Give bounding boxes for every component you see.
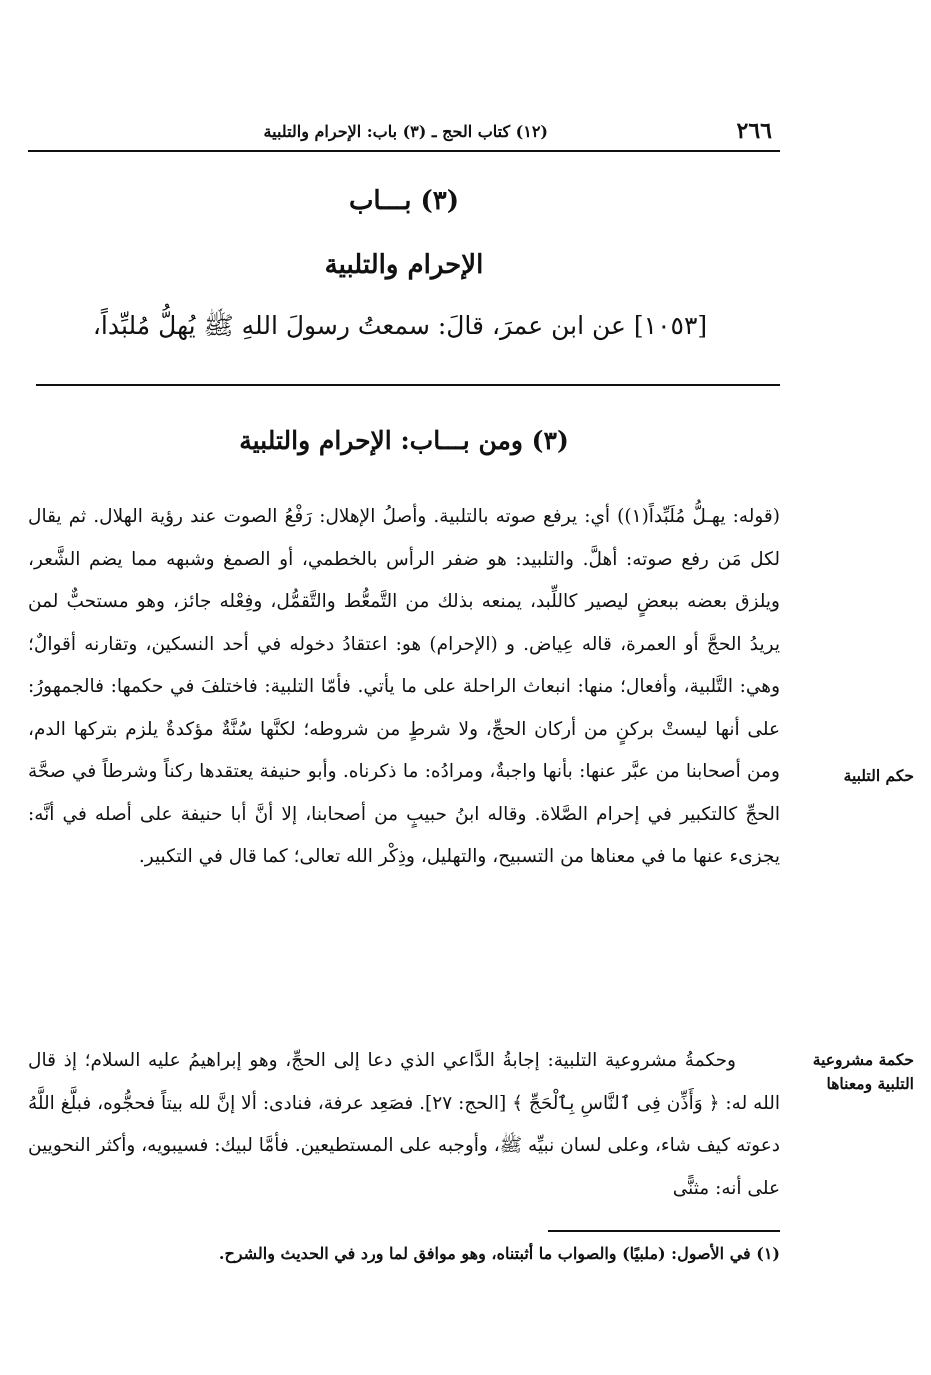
section-divider: [36, 384, 780, 386]
page-number: ٢٦٦: [736, 118, 772, 144]
hadith-text: [١٠٥٣] عن ابن عمرَ، قالَ: سمعتُ رسولَ اللهِ ﷺ يُهلُّ مُلبِّداً،: [92, 311, 708, 340]
commentary-paragraph-2: [28, 1040, 780, 1210]
margin-note-2: حكمة مشروعية التلبية ومعناها: [812, 1050, 914, 1093]
commentary-heading: (٣) ومن بـــاب: الإحرام والتلبية: [239, 426, 569, 455]
footnote: (١) في الأصول: (ملبيًا) والصواب ما أثبتناه، وهو موافق لما ورد في الحديث والشرح.: [218, 1244, 780, 1263]
chapter-title: الإحرام والتلبية: [324, 250, 484, 280]
commentary-paragraph: (قوله: يهـلُّ مُلَبِّداً(١)) أي: يرفع صوته بالتلبية. وأصلُ الإهلال: رَفْعُ الصوت عند رؤية الهلال. ثم يقال لكل مَن رفع صوته: أهلَّ. والتلبيد: هو ضفر الرأس بالخطمي، أو الصمغ وشبهه مما يضم الشَّعر، ويلزق بعضه ببعضٍ ليصير كاللِّبد، يمنعه بذلك من التَّمعُّط والتَّقمُّل، وفِعْله جائز، وهو مستحبٌّ لمن يريدُ الحجَّ أو العمرة، قاله عِياض. و (الإحرام) هو: اعتقادُ دخوله في أحد النسكين، وتقارنه أقوالٌ؛ وهي: التَّلبية، وأفعال؛ منها: انبعاث الراحلة على ما يأتي. فأمّا التلبية: فاختلفَ في حكمها: فالجمهورُ: على أنها ليستْ بركنٍ من أركان الحجِّ، ولا شرطٍ من شروطه؛ لكنَّها سُنَّةٌ مؤكدةٌ يلزم بتركها الدم، ومن أصحابنا من عبَّر عنها: بأنها واجبةٌ، ومرادُه: ما ذكرناه. وأبو حنيفة يعتقدها ركناً وشرطاً في صحَّة الحجِّ كالتكبير في إحرام الصَّلاة. وقاله ابنُ حبيبٍ من أصحابنا، إلا أنَّ أبا حنيفة على أصله في أنَّه: يجزىء عنها ما في معناها من التسبيح، والتهليل، وذِكْر الله تعالى؛ كما قال في التكبير.: [28, 506, 780, 867]
chapter-heading: (٣) بـــاب: [348, 186, 460, 216]
commentary-paragraph-2-text: وحكمةُ مشروعية التلبية: إجابةُ الدَّاعي الذي دعا إلى الحجِّ، وهو إبراهيمُ عليه السلام؛ إذ قال الله له: ﴿ وَأَذِّن فِى ٱلنَّاسِ بِٱلْحَجِّ ﴾ [الحج: ٢٧]. فصَعِد عرفة، فنادى: ألا إنَّ لله بيتاً فحجُّوه، فبلَّغ اللَّهُ دعوته كيف شاء، وعلى لسان نبيِّه ﷺ، وأوجبه على المستطيعين. فأمَّا لبيك: فسيبويه، وأكثر النحويين على أنه: مثنًّى: [28, 1050, 780, 1199]
running-head: (١٢) كتاب الحج ـ (٣) باب: الإحرام والتلبية: [263, 122, 548, 141]
footnote-divider: [548, 1230, 780, 1232]
page-header: [28, 114, 780, 152]
margin-note: حكم التلبية: [843, 766, 914, 785]
